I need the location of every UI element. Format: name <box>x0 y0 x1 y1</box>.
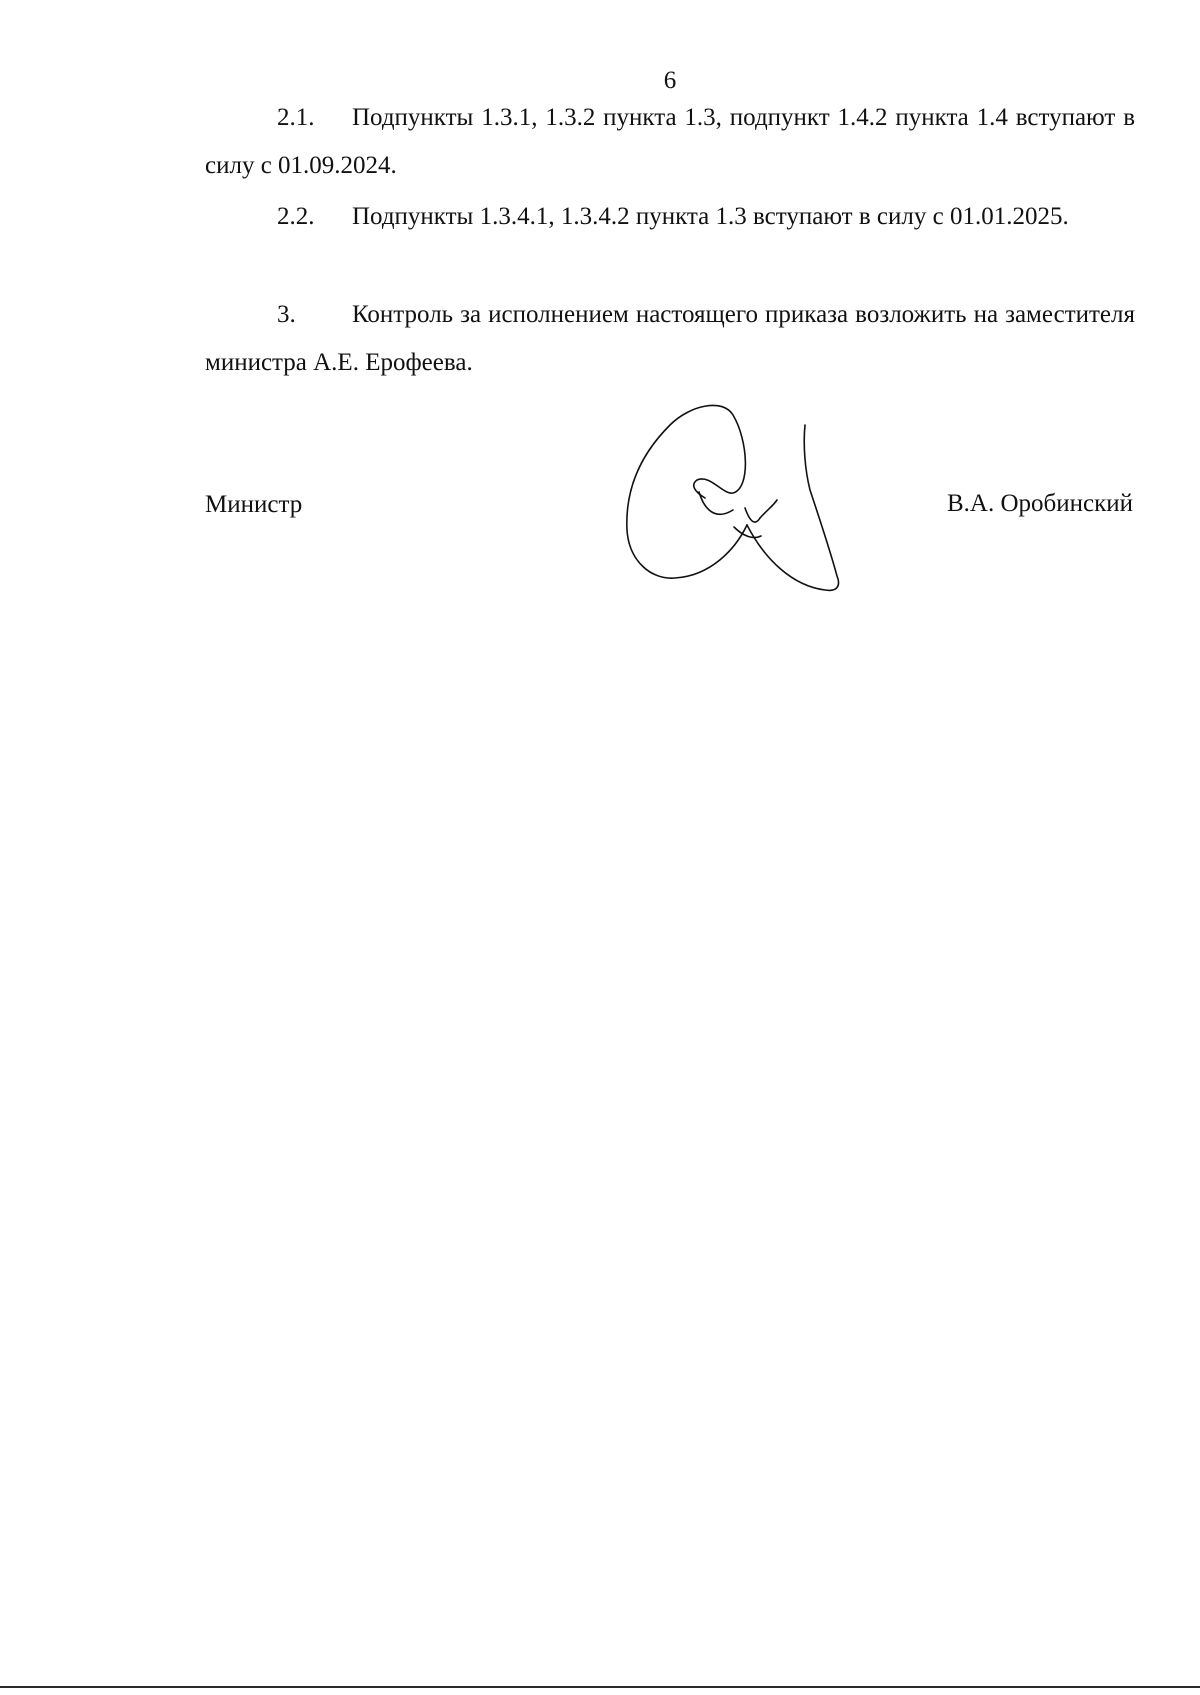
paragraph-text: Подпункты 1.3.1, 1.3.2 пункта 1.3, подпункт 1.4.2 пункта 1.4 вступают в силу с 01.09.2024. <box>205 104 1135 179</box>
signatory-name: В.А. Оробинский <box>946 490 1133 517</box>
signatory-title: Министр <box>205 491 303 518</box>
paragraph-2-1 <box>205 94 1135 190</box>
paragraph-3 <box>205 291 1135 387</box>
paragraph-number: 3. <box>277 301 296 328</box>
paragraph-number: 2.2. <box>277 203 315 230</box>
paragraph-text: Подпункты 1.3.4.1, 1.3.4.2 пункта 1.3 вступают в силу с 01.01.2025. <box>352 203 1069 230</box>
paragraph-number: 2.1. <box>277 104 315 131</box>
handwritten-signature <box>615 400 885 600</box>
paragraph-2-2 <box>205 193 1135 241</box>
paragraph-text: Контроль за исполнением настоящего приказа возложить на заместителя министра А.Е. Ерофеева. <box>205 301 1135 376</box>
page-bottom-divider <box>0 1686 1200 1688</box>
page-number: 6 <box>663 67 677 94</box>
